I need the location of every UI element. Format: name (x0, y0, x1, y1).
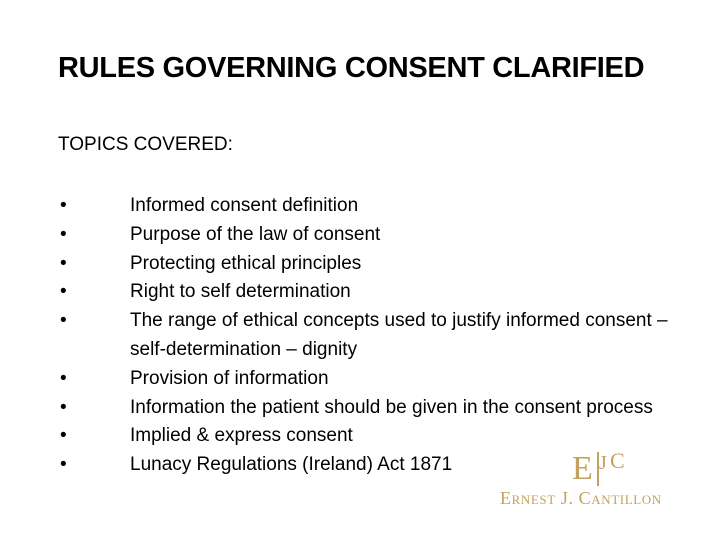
monogram-j: J (599, 452, 607, 474)
bullet: • (60, 252, 67, 274)
topic-text: Lunacy Regulations (Ireland) Act 1871 (130, 454, 453, 476)
topic-text: Right to self determination (130, 281, 351, 303)
list-item (58, 307, 678, 365)
topic-text: Information the patient should be given in the consent process (130, 396, 653, 418)
section-heading: TOPICS COVERED: (58, 134, 233, 155)
bullet: • (60, 223, 67, 245)
bullet: • (60, 367, 67, 389)
topic-text: Provision of information (130, 367, 329, 389)
topic-list (58, 192, 678, 480)
ejc-logo (500, 448, 700, 518)
monogram-e: E (572, 450, 593, 487)
slide-title: RULES GOVERNING CONSENT CLARIFIED (58, 52, 645, 84)
bullet: • (60, 454, 67, 476)
topic-text: Informed consent definition (130, 195, 359, 216)
list-item (58, 365, 678, 394)
bullet: • (60, 425, 67, 447)
bullet: • (60, 396, 67, 418)
list-item (58, 192, 678, 221)
bullet: • (60, 195, 67, 216)
list-item (58, 394, 678, 423)
list-item (58, 250, 678, 279)
list-item (58, 422, 678, 451)
topic-text: Purpose of the law of consent (130, 223, 381, 245)
logo-wordmark: Ernest J. Cantillon (500, 488, 662, 508)
bullet: • (60, 310, 67, 332)
bullet: • (60, 281, 67, 303)
ejc-monogram (572, 448, 642, 488)
list-item (58, 221, 678, 250)
topic-text: The range of ethical concepts used to justify informed consent – self-determination – dignity (130, 310, 668, 360)
list-item (58, 278, 678, 307)
topic-text: Protecting ethical principles (130, 252, 362, 274)
monogram-c: C (610, 448, 625, 473)
topic-text: Implied & express consent (130, 425, 353, 447)
